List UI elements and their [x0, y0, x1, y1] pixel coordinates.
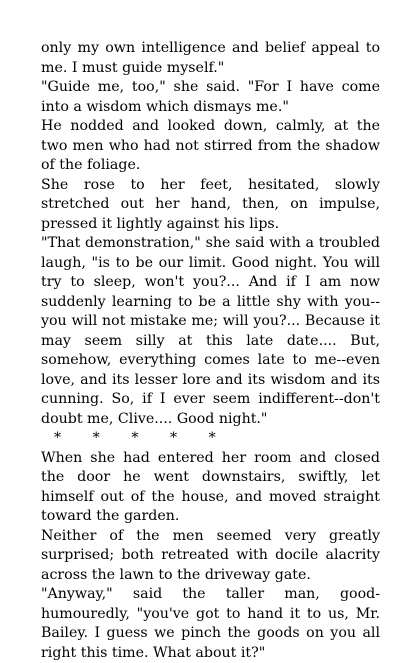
paragraph: "Guide me, too," she said. "For I have come into a wisdom which dismays me."	[41, 79, 380, 115]
paragraph: When she had entered her room and closed the door he went downstairs, swiftly, let himself out of the house, and moved straight toward the garden.	[41, 449, 380, 524]
paragraph: only my own intelligence and belief appeal to me. I must guide myself."	[41, 40, 380, 76]
paragraph: He nodded and looked down, calmly, at the two men who had not stirred from the shadow of the foliage.	[41, 118, 380, 173]
paragraph: Neither of the men seemed very greatly surprised; both retreated with docile alacrity across the lawn to the driveway gate.	[41, 527, 380, 583]
book-page-text	[41, 39, 380, 663]
paragraph: "Anyway," said the taller man, good-humouredly, "you've got to hand it to us, Mr. Bailey. I guess we pinch the goods on you all right this time. What about it?"	[41, 586, 380, 661]
section-break-asterisks: * * * * *	[54, 430, 216, 446]
paragraph: "That demonstration," she said with a troubled laugh, "is to be our limit. Good night. You will try to sleep, won't you?... And if I am now suddenly learning to be a little shy with you--you will not mistake me; will you?... Because it may seem silly at this late date.... But, somehow, everything comes late to me--even love, and its lesser lore and its wisdom and its cunning. So, if I ever seem indifferent--don't doubt me, Clive.... Good night."	[41, 235, 380, 427]
paragraph: She rose to her feet, hesitated, slowly stretched out her hand, then, on impulse, pressed it lightly against his lips.	[41, 176, 380, 232]
